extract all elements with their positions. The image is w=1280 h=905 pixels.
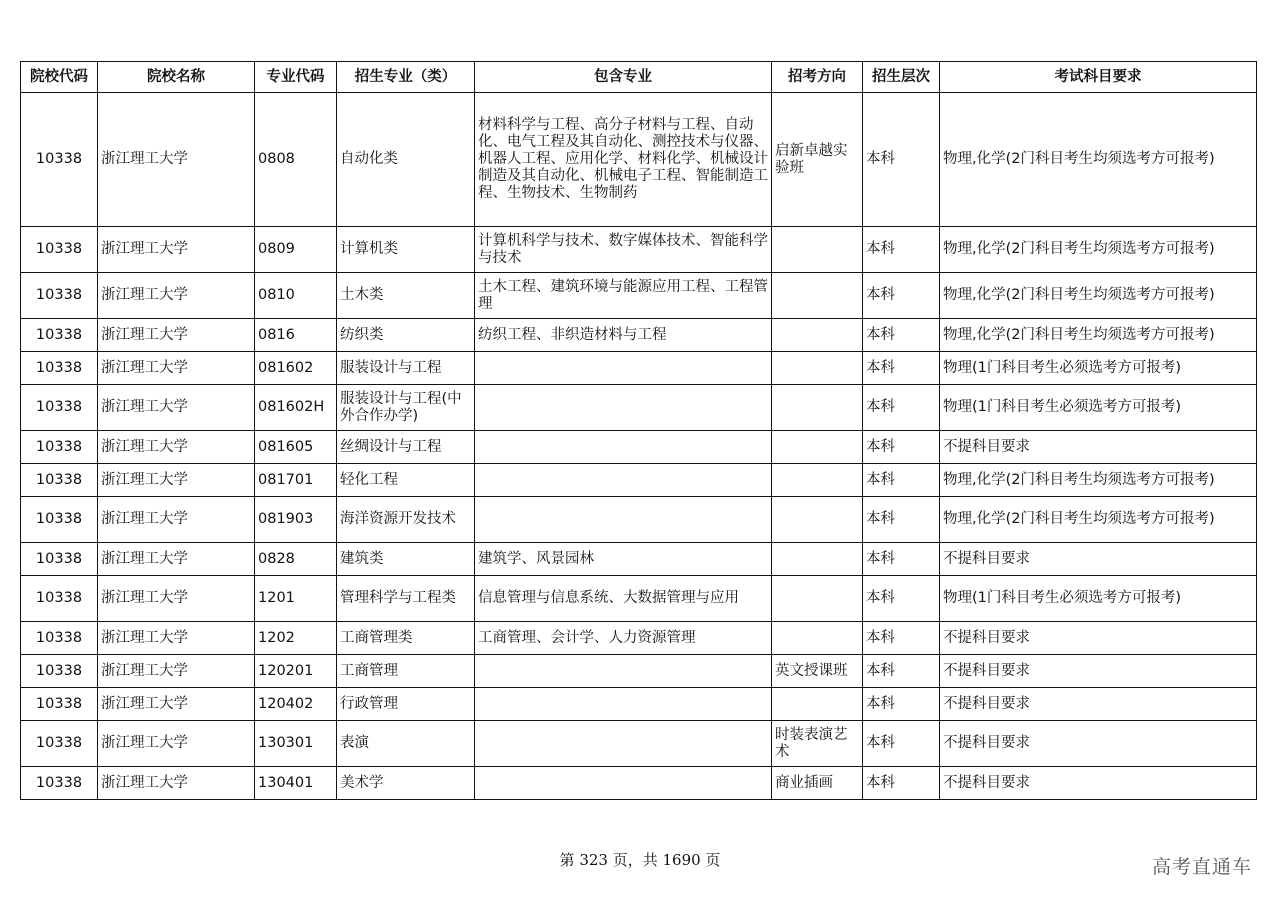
cell-major-code: 081602H: [255, 385, 337, 431]
cell-requirement: 物理,化学(2门科目考生均须选考方可报考): [940, 227, 1257, 273]
cell-requirement: 物理,化学(2门科目考生均须选考方可报考): [940, 93, 1257, 227]
cell-school-name: 浙江理工大学: [98, 319, 255, 352]
cell-level: 本科: [863, 543, 940, 576]
cell-school-name: 浙江理工大学: [98, 497, 255, 543]
cell-direction: [772, 543, 863, 576]
cell-direction: [772, 227, 863, 273]
cell-major-code: 130301: [255, 721, 337, 767]
cell-includes: 工商管理、会计学、人力资源管理: [475, 622, 772, 655]
cell-major-code: 0816: [255, 319, 337, 352]
header-level: 招生层次: [863, 62, 940, 93]
cell-direction: 商业插画: [772, 767, 863, 800]
cell-requirement: 不提科目要求: [940, 688, 1257, 721]
cell-includes: [475, 721, 772, 767]
cell-major-code: 1202: [255, 622, 337, 655]
cell-major: 土木类: [337, 273, 475, 319]
cell-major-code: 0808: [255, 93, 337, 227]
cell-school-code: 10338: [21, 576, 98, 622]
cell-school-name: 浙江理工大学: [98, 655, 255, 688]
cell-requirement: 物理,化学(2门科目考生均须选考方可报考): [940, 319, 1257, 352]
cell-level: 本科: [863, 655, 940, 688]
cell-level: 本科: [863, 93, 940, 227]
header-includes: 包含专业: [475, 62, 772, 93]
table-row: [21, 273, 1257, 319]
cell-level: 本科: [863, 431, 940, 464]
table-row: [21, 319, 1257, 352]
cell-school-code: 10338: [21, 227, 98, 273]
header-major-code: 专业代码: [255, 62, 337, 93]
cell-level: 本科: [863, 767, 940, 800]
cell-major: 自动化类: [337, 93, 475, 227]
cell-level: 本科: [863, 227, 940, 273]
header-direction: 招考方向: [772, 62, 863, 93]
cell-direction: 时装表演艺术: [772, 721, 863, 767]
cell-school-name: 浙江理工大学: [98, 721, 255, 767]
table-row: [21, 385, 1257, 431]
cell-includes: [475, 464, 772, 497]
cell-requirement: 物理,化学(2门科目考生均须选考方可报考): [940, 273, 1257, 319]
cell-includes: 纺织工程、非织造材料与工程: [475, 319, 772, 352]
cell-level: 本科: [863, 497, 940, 543]
cell-includes: [475, 655, 772, 688]
cell-school-code: 10338: [21, 319, 98, 352]
header-requirement: 考试科目要求: [940, 62, 1257, 93]
cell-includes: [475, 352, 772, 385]
cell-level: 本科: [863, 688, 940, 721]
cell-major-code: 081602: [255, 352, 337, 385]
cell-school-name: 浙江理工大学: [98, 273, 255, 319]
cell-level: 本科: [863, 273, 940, 319]
header-school-code: 院校代码: [21, 62, 98, 93]
cell-direction: 启新卓越实验班: [772, 93, 863, 227]
cell-school-name: 浙江理工大学: [98, 576, 255, 622]
table-row: [21, 543, 1257, 576]
table-body: [21, 93, 1257, 800]
cell-major-code: 081605: [255, 431, 337, 464]
cell-major-code: 0809: [255, 227, 337, 273]
cell-level: 本科: [863, 464, 940, 497]
header-major: 招生专业（类）: [337, 62, 475, 93]
cell-requirement: 物理(1门科目考生必须选考方可报考): [940, 352, 1257, 385]
cell-major: 工商管理类: [337, 622, 475, 655]
cell-school-code: 10338: [21, 93, 98, 227]
cell-includes: [475, 431, 772, 464]
cell-level: 本科: [863, 721, 940, 767]
cell-includes: [475, 497, 772, 543]
cell-direction: [772, 464, 863, 497]
table-row: [21, 576, 1257, 622]
cell-includes: [475, 385, 772, 431]
cell-major-code: 120201: [255, 655, 337, 688]
cell-level: 本科: [863, 352, 940, 385]
cell-major-code: 081701: [255, 464, 337, 497]
cell-requirement: 不提科目要求: [940, 622, 1257, 655]
cell-school-name: 浙江理工大学: [98, 543, 255, 576]
cell-major: 服装设计与工程: [337, 352, 475, 385]
page-number: 第 323 页，共 1690 页: [559, 851, 721, 869]
table-row: [21, 227, 1257, 273]
cell-school-code: 10338: [21, 543, 98, 576]
cell-level: 本科: [863, 622, 940, 655]
table-row: [21, 688, 1257, 721]
watermark-logo: 高考直通车: [1151, 856, 1252, 878]
cell-school-code: 10338: [21, 622, 98, 655]
table-row: [21, 622, 1257, 655]
table-row: [21, 497, 1257, 543]
cell-direction: [772, 497, 863, 543]
cell-major: 服装设计与工程(中外合作办学): [337, 385, 475, 431]
cell-major: 海洋资源开发技术: [337, 497, 475, 543]
cell-level: 本科: [863, 319, 940, 352]
cell-major-code: 130401: [255, 767, 337, 800]
cell-major: 建筑类: [337, 543, 475, 576]
table-row: [21, 93, 1257, 227]
cell-school-code: 10338: [21, 385, 98, 431]
table-header-row: [21, 62, 1257, 93]
table-row: [21, 352, 1257, 385]
table-row: [21, 431, 1257, 464]
cell-major-code: 081903: [255, 497, 337, 543]
cell-major-code: 120402: [255, 688, 337, 721]
cell-requirement: 物理,化学(2门科目考生均须选考方可报考): [940, 464, 1257, 497]
table-row: [21, 655, 1257, 688]
cell-major: 美术学: [337, 767, 475, 800]
cell-school-name: 浙江理工大学: [98, 227, 255, 273]
cell-includes: 土木工程、建筑环境与能源应用工程、工程管理: [475, 273, 772, 319]
cell-major-code: 0828: [255, 543, 337, 576]
cell-includes: 计算机科学与技术、数字媒体技术、智能科学与技术: [475, 227, 772, 273]
table-row: [21, 767, 1257, 800]
admissions-table: [20, 61, 1257, 800]
cell-major-code: 1201: [255, 576, 337, 622]
cell-requirement: 不提科目要求: [940, 721, 1257, 767]
cell-school-code: 10338: [21, 767, 98, 800]
cell-major: 纺织类: [337, 319, 475, 352]
cell-school-code: 10338: [21, 273, 98, 319]
cell-direction: [772, 319, 863, 352]
header-school-name: 院校名称: [98, 62, 255, 93]
cell-includes: 材料科学与工程、高分子材料与工程、自动化、电气工程及其自动化、测控技术与仪器、机器人工程、应用化学、材料化学、机械设计制造及其自动化、机械电子工程、智能制造工程、生物技术、生物制药: [475, 93, 772, 227]
cell-requirement: 不提科目要求: [940, 767, 1257, 800]
cell-direction: [772, 576, 863, 622]
cell-major: 管理科学与工程类: [337, 576, 475, 622]
cell-school-name: 浙江理工大学: [98, 464, 255, 497]
cell-level: 本科: [863, 385, 940, 431]
cell-major: 工商管理: [337, 655, 475, 688]
cell-direction: [772, 352, 863, 385]
cell-includes: [475, 688, 772, 721]
cell-school-code: 10338: [21, 721, 98, 767]
cell-school-code: 10338: [21, 431, 98, 464]
cell-requirement: 物理(1门科目考生必须选考方可报考): [940, 576, 1257, 622]
cell-major-code: 0810: [255, 273, 337, 319]
cell-direction: [772, 273, 863, 319]
cell-school-code: 10338: [21, 688, 98, 721]
cell-school-code: 10338: [21, 464, 98, 497]
cell-school-name: 浙江理工大学: [98, 767, 255, 800]
cell-direction: [772, 431, 863, 464]
cell-level: 本科: [863, 576, 940, 622]
cell-direction: [772, 688, 863, 721]
cell-requirement: 物理(1门科目考生必须选考方可报考): [940, 385, 1257, 431]
cell-school-code: 10338: [21, 497, 98, 543]
cell-school-name: 浙江理工大学: [98, 431, 255, 464]
cell-direction: 英文授课班: [772, 655, 863, 688]
cell-major: 轻化工程: [337, 464, 475, 497]
cell-school-name: 浙江理工大学: [98, 622, 255, 655]
cell-major: 计算机类: [337, 227, 475, 273]
cell-school-name: 浙江理工大学: [98, 93, 255, 227]
cell-school-name: 浙江理工大学: [98, 385, 255, 431]
cell-major: 行政管理: [337, 688, 475, 721]
cell-includes: 建筑学、风景园林: [475, 543, 772, 576]
cell-major: 丝绸设计与工程: [337, 431, 475, 464]
cell-school-name: 浙江理工大学: [98, 688, 255, 721]
cell-school-name: 浙江理工大学: [98, 352, 255, 385]
table-row: [21, 464, 1257, 497]
cell-requirement: 不提科目要求: [940, 431, 1257, 464]
cell-direction: [772, 622, 863, 655]
cell-includes: [475, 767, 772, 800]
table-row: [21, 721, 1257, 767]
cell-major: 表演: [337, 721, 475, 767]
cell-school-code: 10338: [21, 352, 98, 385]
cell-school-code: 10338: [21, 655, 98, 688]
cell-requirement: 不提科目要求: [940, 655, 1257, 688]
cell-direction: [772, 385, 863, 431]
cell-requirement: 不提科目要求: [940, 543, 1257, 576]
cell-includes: 信息管理与信息系统、大数据管理与应用: [475, 576, 772, 622]
cell-requirement: 物理,化学(2门科目考生均须选考方可报考): [940, 497, 1257, 543]
